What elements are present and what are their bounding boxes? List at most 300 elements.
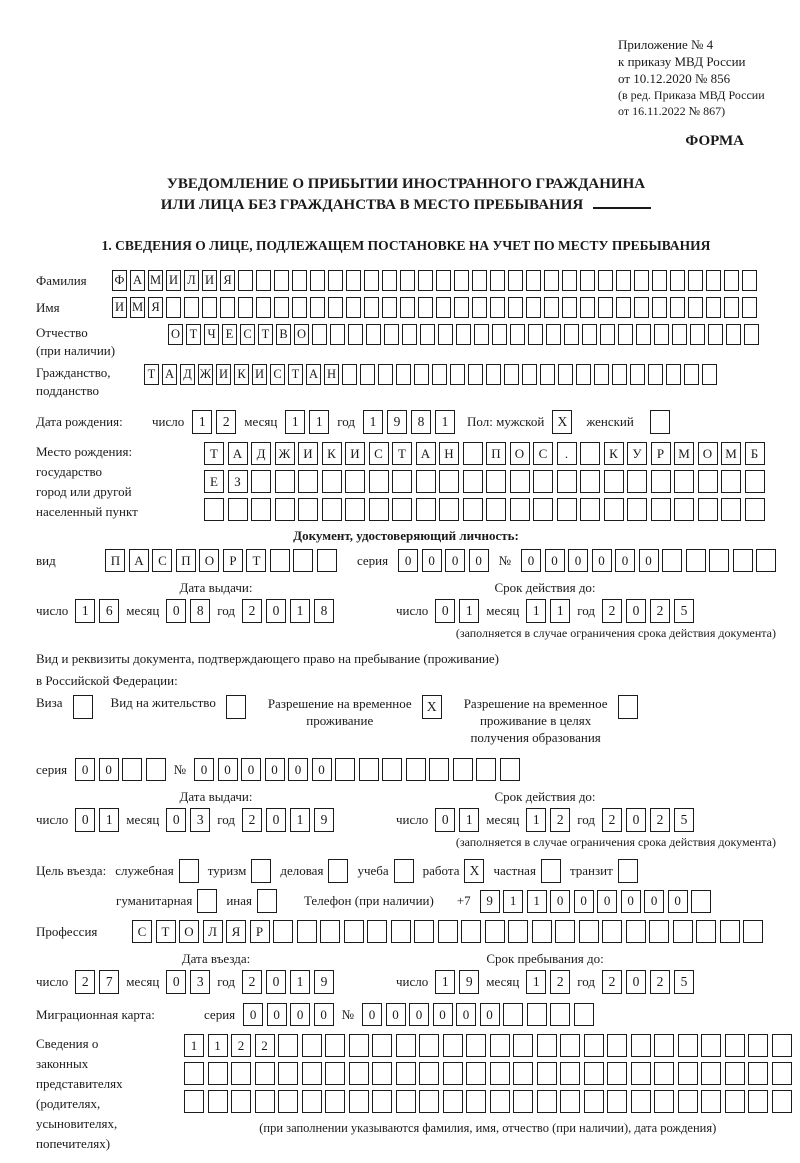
char-box <box>325 1090 345 1113</box>
year-label: год <box>577 603 596 618</box>
char-box <box>345 498 365 521</box>
amendment-line: (в ред. Приказа МВД России <box>618 88 765 102</box>
purpose-humanitarian-checkbox <box>197 889 217 913</box>
char-box: 0 <box>267 1003 287 1026</box>
char-box: 5 <box>674 808 694 832</box>
char-box <box>432 364 447 385</box>
char-box <box>359 758 379 781</box>
char-box: 1 <box>290 808 310 832</box>
char-box <box>204 498 224 521</box>
char-box: 0 <box>386 1003 406 1026</box>
stay-doc-intro: Вид и реквизиты документа, подтверждающего право на пребывание (проживание) в Российской Федерации: <box>36 651 500 688</box>
stay-doc-number-label: № <box>173 761 187 777</box>
checkbox-cell: X <box>422 695 442 719</box>
stay-doc-number-cells <box>194 758 520 781</box>
char-box <box>310 270 325 291</box>
char-box <box>342 364 357 385</box>
char-box <box>513 1090 533 1113</box>
char-box: 1 <box>290 599 310 623</box>
char-box: Е <box>204 470 224 493</box>
char-box <box>256 297 271 318</box>
char-box <box>674 470 694 493</box>
char-box: В <box>276 324 291 345</box>
char-box: Я <box>148 297 163 318</box>
char-box: О <box>179 920 199 943</box>
purpose-option: деловая <box>280 859 348 883</box>
char-box <box>602 920 622 943</box>
char-box <box>372 1062 392 1085</box>
purpose-row-1 <box>36 859 776 883</box>
stay-doc-series-row <box>36 758 776 781</box>
char-box <box>522 364 537 385</box>
char-box: 0 <box>265 758 285 781</box>
char-box <box>453 758 473 781</box>
stay-doc-dates <box>36 789 776 832</box>
visa-checkbox <box>73 695 93 719</box>
char-box <box>251 498 271 521</box>
migration-card-series-cells <box>243 1003 334 1026</box>
char-box: Ч <box>204 324 219 345</box>
char-box: 1 <box>503 890 523 913</box>
char-box: 0 <box>521 549 541 572</box>
char-box: 0 <box>456 1003 476 1026</box>
char-box <box>231 1062 251 1085</box>
purpose-business-checkbox <box>179 859 199 883</box>
char-box: О <box>168 324 183 345</box>
sex-female-label: женский <box>586 414 634 429</box>
temp-residence-edu-label: Разрешение на временное проживание в целях получения образования <box>463 696 608 745</box>
char-box: 9 <box>314 970 334 994</box>
entry-date-title: Дата въезда: <box>181 951 251 966</box>
char-box: 5 <box>674 970 694 994</box>
char-box: 2 <box>75 970 95 994</box>
char-box <box>562 270 577 291</box>
char-box <box>696 920 716 943</box>
stay-doc-valid-note: (заполняется в случае ограничения срока действия документа) <box>455 835 776 849</box>
char-box <box>678 1090 698 1113</box>
char-box <box>292 270 307 291</box>
char-box <box>228 498 248 521</box>
char-box <box>582 324 597 345</box>
char-box: 9 <box>480 890 500 913</box>
char-box: 2 <box>242 970 262 994</box>
char-box: И <box>345 442 365 465</box>
char-box <box>726 324 741 345</box>
char-box <box>391 920 411 943</box>
stay-until-month-cells <box>526 970 570 994</box>
doc-valid-title: Срок действия до: <box>494 580 596 595</box>
char-box <box>688 270 703 291</box>
form-title <box>36 174 776 216</box>
char-box <box>328 270 343 291</box>
char-box <box>508 270 523 291</box>
birth-date-row <box>36 410 776 434</box>
char-box <box>576 364 591 385</box>
char-box: 6 <box>99 599 119 623</box>
char-box <box>251 470 271 493</box>
char-box <box>463 470 483 493</box>
char-box <box>560 1062 580 1085</box>
char-box <box>396 364 411 385</box>
char-box <box>322 470 342 493</box>
profession-cells <box>132 920 763 943</box>
char-box <box>275 498 295 521</box>
char-box <box>594 364 609 385</box>
char-box: Т <box>392 442 412 465</box>
char-box: С <box>240 324 255 345</box>
citizenship-cells <box>144 364 717 385</box>
char-box <box>630 364 645 385</box>
char-box: М <box>721 442 741 465</box>
stay-doc-issue-day-cells <box>75 808 119 832</box>
char-box: 0 <box>668 890 688 913</box>
char-box: А <box>129 549 149 572</box>
char-box <box>463 498 483 521</box>
char-box: Т <box>288 364 303 385</box>
char-box: 0 <box>592 549 612 572</box>
char-box: 0 <box>166 599 186 623</box>
char-box <box>429 758 449 781</box>
surname-label: Фамилия <box>36 272 87 288</box>
char-box: 0 <box>435 599 455 623</box>
char-box: П <box>105 549 125 572</box>
char-box <box>122 758 142 781</box>
char-box <box>274 270 289 291</box>
doc-issue-year-cells <box>242 599 334 623</box>
purpose-option: транзит <box>570 859 638 883</box>
char-box <box>701 1034 721 1057</box>
entry-day-cells <box>75 970 119 994</box>
birth-day-cells <box>192 410 236 434</box>
year-label: год <box>217 603 236 618</box>
char-box: 0 <box>218 758 238 781</box>
char-box: 7 <box>99 970 119 994</box>
doc-series-label: серия <box>356 552 389 568</box>
char-box: Б <box>745 442 765 465</box>
checkbox-cell <box>197 889 217 913</box>
migration-card-number-label: № <box>341 1006 355 1022</box>
day-label: число <box>396 812 429 827</box>
char-box <box>651 498 671 521</box>
char-box: 9 <box>314 808 334 832</box>
char-box <box>528 324 543 345</box>
char-box: 0 <box>626 970 646 994</box>
char-box: 0 <box>615 549 635 572</box>
char-box <box>292 297 307 318</box>
migration-card-series-label: серия <box>204 1006 236 1022</box>
char-box <box>533 498 553 521</box>
char-box: 1 <box>184 1034 204 1057</box>
checkbox-cell <box>73 695 93 719</box>
char-box <box>670 297 685 318</box>
char-box: М <box>130 297 145 318</box>
char-box <box>472 270 487 291</box>
char-box <box>748 1062 768 1085</box>
char-box <box>166 297 181 318</box>
char-box <box>345 470 365 493</box>
char-box: 1 <box>459 808 479 832</box>
char-box <box>691 890 711 913</box>
purpose-option: служебная <box>115 859 199 883</box>
char-box <box>414 920 434 943</box>
char-box <box>369 498 389 521</box>
char-box <box>273 920 293 943</box>
purpose-other-checkbox <box>257 889 277 913</box>
char-box: И <box>252 364 267 385</box>
char-box <box>278 1062 298 1085</box>
char-box: 9 <box>387 410 407 434</box>
char-box <box>184 1062 204 1085</box>
char-box <box>466 1062 486 1085</box>
char-box <box>627 498 647 521</box>
char-box: Я <box>226 920 246 943</box>
char-box <box>419 1090 439 1113</box>
female-checkbox <box>650 410 670 434</box>
char-box <box>674 498 694 521</box>
char-box: О <box>510 442 530 465</box>
phone-prefix: +7 <box>456 893 471 908</box>
char-box: 0 <box>550 890 570 913</box>
char-box <box>220 297 235 318</box>
char-box: Т <box>144 364 159 385</box>
stay-doc-valid-title: Срок действия до: <box>494 789 596 804</box>
char-box <box>698 498 718 521</box>
char-box <box>772 1062 792 1085</box>
day-label: число <box>36 603 69 618</box>
month-label: месяц <box>486 974 520 989</box>
month-label: месяц <box>126 603 160 618</box>
char-box <box>651 470 671 493</box>
char-box <box>466 1090 486 1113</box>
char-box: Ж <box>275 442 295 465</box>
char-box <box>476 758 496 781</box>
checkbox-cell <box>251 859 271 883</box>
profession-row <box>36 920 776 943</box>
char-box <box>584 1062 604 1085</box>
purpose-commercial-checkbox <box>328 859 348 883</box>
birth-place-cells-row3 <box>204 498 765 521</box>
char-box: 0 <box>290 1003 310 1026</box>
char-box <box>743 920 763 943</box>
char-box <box>490 297 505 318</box>
char-box: 2 <box>242 808 262 832</box>
char-box <box>649 920 669 943</box>
doc-issue-day-cells <box>75 599 119 623</box>
birth-place-row <box>36 442 776 522</box>
patronymic-row <box>36 324 776 360</box>
char-box <box>631 1062 651 1085</box>
char-box <box>297 920 317 943</box>
char-box: О <box>698 442 718 465</box>
char-box <box>550 1003 570 1026</box>
char-box <box>330 324 345 345</box>
char-box: 0 <box>545 549 565 572</box>
char-box <box>486 498 506 521</box>
char-box <box>756 549 776 572</box>
char-box <box>392 470 412 493</box>
char-box: 2 <box>231 1034 251 1057</box>
char-box: 5 <box>674 599 694 623</box>
char-box <box>508 920 528 943</box>
char-box <box>382 270 397 291</box>
char-box: Р <box>651 442 671 465</box>
char-box: 2 <box>550 808 570 832</box>
char-box <box>721 470 741 493</box>
char-box <box>369 470 389 493</box>
char-box <box>537 1062 557 1085</box>
temp-residence-checkbox <box>422 695 442 719</box>
char-box <box>662 549 682 572</box>
char-box <box>402 324 417 345</box>
char-box <box>349 1062 369 1085</box>
char-box <box>584 1034 604 1057</box>
char-box <box>686 549 706 572</box>
char-box <box>418 270 433 291</box>
char-box <box>461 920 481 943</box>
char-box <box>580 470 600 493</box>
char-box: 0 <box>626 599 646 623</box>
char-box <box>208 1090 228 1113</box>
char-box: С <box>533 442 553 465</box>
char-box <box>184 1090 204 1113</box>
doc-issue-group <box>36 580 396 623</box>
forma-label: ФОРМА <box>685 133 744 149</box>
surname-row <box>36 270 776 291</box>
char-box <box>419 1034 439 1057</box>
char-box <box>298 498 318 521</box>
char-box <box>670 270 685 291</box>
char-box <box>302 1090 322 1113</box>
patronymic-cells <box>168 324 759 345</box>
stay-doc-valid-day-cells <box>435 808 479 832</box>
char-box <box>627 470 647 493</box>
char-box: 0 <box>75 808 95 832</box>
char-box: 8 <box>190 599 210 623</box>
checkbox-cell <box>179 859 199 883</box>
representatives-cells-row2 <box>184 1062 792 1085</box>
doc-valid-month-cells <box>526 599 570 623</box>
char-box <box>580 498 600 521</box>
char-box: 0 <box>480 1003 500 1026</box>
char-box: 0 <box>469 549 489 572</box>
char-box: Ф <box>112 270 127 291</box>
char-box: Р <box>223 549 243 572</box>
char-box <box>600 324 615 345</box>
char-box <box>654 1062 674 1085</box>
char-box: М <box>674 442 694 465</box>
char-box: Т <box>204 442 224 465</box>
char-box <box>275 470 295 493</box>
year-label: год <box>577 812 596 827</box>
char-box <box>346 297 361 318</box>
purpose-option: частная <box>493 859 560 883</box>
char-box: К <box>234 364 249 385</box>
char-box: 0 <box>574 890 594 913</box>
char-box <box>546 324 561 345</box>
checkbox-cell <box>618 859 638 883</box>
stay-doc-valid-group <box>396 789 694 832</box>
char-box: 0 <box>266 599 286 623</box>
char-box <box>744 324 759 345</box>
char-box <box>367 920 387 943</box>
char-box: 0 <box>241 758 261 781</box>
char-box <box>208 1062 228 1085</box>
char-box <box>654 1034 674 1057</box>
char-box: 0 <box>422 549 442 572</box>
char-box <box>725 1062 745 1085</box>
doc-kind-cells <box>105 549 337 572</box>
char-box: Е <box>222 324 237 345</box>
char-box: Р <box>250 920 270 943</box>
doc-valid-year-cells <box>602 599 694 623</box>
char-box <box>490 1090 510 1113</box>
char-box: Д <box>251 442 271 465</box>
char-box <box>492 324 507 345</box>
char-box <box>708 324 723 345</box>
year-label: год <box>337 414 356 429</box>
month-label: месяц <box>244 414 278 429</box>
char-box <box>598 297 613 318</box>
char-box <box>454 297 469 318</box>
char-box <box>255 1062 275 1085</box>
residence-permit-label: Вид на жительство <box>110 695 216 710</box>
char-box <box>298 470 318 493</box>
char-box <box>626 920 646 943</box>
char-box: А <box>130 270 145 291</box>
char-box <box>364 297 379 318</box>
char-box <box>560 1090 580 1113</box>
purpose-option: туризм <box>208 859 272 883</box>
char-box <box>537 1034 557 1057</box>
form-title-line1: УВЕДОМЛЕНИЕ О ПРИБЫТИИ ИНОСТРАННОГО ГРАЖДАНИНА <box>166 176 646 192</box>
representatives-row <box>36 1034 776 1154</box>
char-box <box>564 324 579 345</box>
char-box <box>490 1034 510 1057</box>
char-box <box>698 470 718 493</box>
char-box <box>604 470 624 493</box>
sex-male-label: Пол: мужской <box>467 414 545 429</box>
birth-month-cells <box>285 410 329 434</box>
char-box <box>666 364 681 385</box>
char-box <box>724 270 739 291</box>
char-box <box>510 470 530 493</box>
char-box: 0 <box>166 808 186 832</box>
char-box: С <box>270 364 285 385</box>
appendix-line: Приложение № 4 <box>618 37 714 52</box>
char-box: 2 <box>242 599 262 623</box>
doc-valid-note: (заполняется в случае ограничения срока действия документа) <box>455 626 776 640</box>
purpose-option: работа X <box>423 859 485 883</box>
char-box <box>317 549 337 572</box>
stay-until-group <box>396 951 694 994</box>
char-box <box>527 1003 547 1026</box>
char-box <box>372 1034 392 1057</box>
doc-issue-month-cells <box>166 599 210 623</box>
entry-month-cells <box>166 970 210 994</box>
char-box: 8 <box>411 410 431 434</box>
purpose-option: иная <box>226 889 277 913</box>
doc-valid-day-cells <box>435 599 479 623</box>
char-box: 0 <box>398 549 418 572</box>
char-box: С <box>152 549 172 572</box>
char-box <box>526 297 541 318</box>
char-box <box>654 324 669 345</box>
representatives-cells-row3 <box>184 1090 792 1113</box>
birth-place-cells-row2 <box>204 470 765 493</box>
purpose-option: учеба <box>357 859 413 883</box>
char-box: Л <box>203 920 223 943</box>
char-box <box>745 498 765 521</box>
